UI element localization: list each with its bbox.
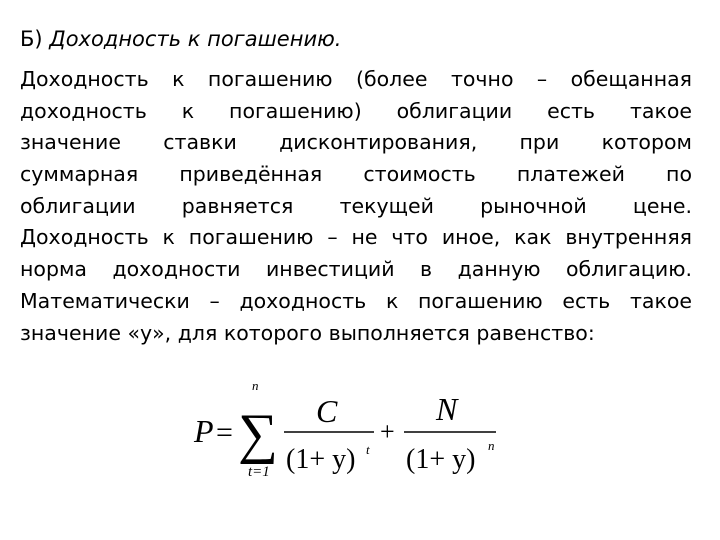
term1-denominator: (1+ y) xyxy=(286,444,356,475)
term1-numerator: C xyxy=(316,393,338,429)
paragraph-line: Математически – доходность к погашению есть такое xyxy=(20,288,692,313)
formula-lhs: P xyxy=(194,413,214,449)
paragraph-line: облигации равняется текущей рыночной цене. xyxy=(20,193,692,218)
term1-exponent: t xyxy=(366,442,370,457)
definition-paragraph xyxy=(20,64,692,349)
paragraph-line: значение «у», для которого выполняется равенство: xyxy=(20,320,595,345)
paragraph-line: Доходность к погашению (более точно – обещанная xyxy=(20,67,692,91)
sum-upper-limit: n xyxy=(252,378,259,393)
paragraph-line: Доходность к погашению – не что иное, как внутренняя xyxy=(20,225,692,250)
paragraph-line: суммарная приведённая стоимость платежей по xyxy=(20,162,692,187)
paragraph-line: норма доходности инвестиций в данную облигацию. xyxy=(20,257,692,282)
heading-title: Доходность к погашению. xyxy=(49,27,342,51)
term2-numerator: N xyxy=(436,391,458,427)
paragraph-line: доходность к погашению) облигации есть такое xyxy=(20,98,692,123)
yield-formula xyxy=(190,376,520,496)
formula-plus: + xyxy=(380,417,395,446)
formula-equals: = xyxy=(216,416,233,449)
paragraph-line: значение ставки дисконтирования, при котором xyxy=(20,130,692,155)
heading-prefix: Б) xyxy=(20,27,50,51)
term2-denominator: (1+ y) xyxy=(406,444,476,475)
sum-sign: ∑ xyxy=(238,403,278,465)
sum-lower-limit: t=1 xyxy=(248,464,270,480)
section-heading xyxy=(20,24,341,54)
formula-svg xyxy=(190,376,520,496)
term2-exponent: n xyxy=(488,438,495,453)
